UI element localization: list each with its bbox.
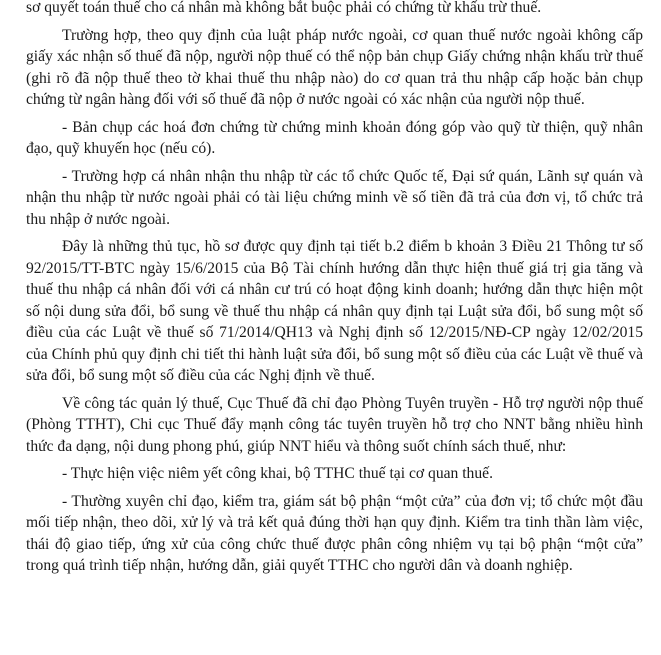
paragraph-legal-basis: Đây là những thủ tục, hồ sơ được quy định tại tiết b.2 điểm b khoản 3 Điều 21 Thông tư số 92/2015/TT-BTC ngày 15/6/2015 của Bộ Tài chính hướng dẫn thực hiện thuế giá trị gia tăng và thuế thu nhập cá nhân đối với cá nhân cư trú có hoạt động kinh doanh; hướng dẫn thực hiện một số nội dung sửa đổi, bổ sung về thuế thu nhập cá nhân quy định tại Luật sửa đổi, bổ sung một số điều của các Luật về thuế số 71/2014/QH13 và Nghị định số 12/2015/NĐ-CP ngày 12/02/2015 của Chính phủ quy định chi tiết thi hành luật sửa đổi, bổ sung một số điều của các Luật về thuế và sửa đổi, bổ sung một số điều của các Nghị định về thuế. xyxy=(26,238,643,384)
paragraph-tax-management: Về công tác quản lý thuế, Cục Thuế đã chỉ đạo Phòng Tuyên truyền - Hỗ trợ người nộp thuế (Phòng TTHT), Chi cục Thuế đẩy mạnh công tác tuyên truyền hỗ trợ cho NNT bằng nhiều hình thức đa dạng, nội dung phong phú, giúp NNT hiểu và thông suốt chính sách thuế, như: xyxy=(26,394,643,455)
paragraph-continuation: sơ quyết toán thuế cho cá nhân mà không bắt buộc phải có chứng từ khấu trừ thuế. xyxy=(26,0,542,16)
paragraph-charity-receipts: - Bản chụp các hoá đơn chứng từ chứng minh khoản đóng góp vào quỹ từ thiện, quỹ nhân đạo, quỹ khuyến học (nếu có). xyxy=(26,118,643,157)
paragraph-public-posting: - Thực hiện việc niêm yết công khai, bộ TTHC thuế tại cơ quan thuế. xyxy=(62,465,493,482)
paragraph-foreign-tax: Trường hợp, theo quy định của luật pháp nước ngoài, cơ quan thuế nước ngoài không cấp giấy xác nhận số thuế đã nộp, người nộp thuế có thể nộp bản chụp Giấy chứng nhận khấu trừ thuế (ghi rõ đã nộp thuế theo tờ khai thuế thu nhập nào) do cơ quan trả thu nhập cấp hoặc bản chụp chứng từ ngân hàng đối với số thuế đã nộp ở nước ngoài có xác nhận của người nộp thuế. xyxy=(26,26,643,108)
paragraph-international-income: - Trường hợp cá nhân nhận thu nhập từ các tổ chức Quốc tế, Đại sứ quán, Lãnh sự quán và nhận thu nhập từ nước ngoài phải có tài liệu chứng minh về số tiền đã trả của đơn vị, tổ chức trả thu nhập ở nước ngoài. xyxy=(26,167,643,228)
paragraph-one-stop-shop: - Thường xuyên chỉ đạo, kiểm tra, giám sát bộ phận “một cửa” của đơn vị; tổ chức một đầu mối tiếp nhận, theo dõi, xử lý và trả kết quả đúng thời hạn quy định. Kiểm tra tinh thần làm việc, thái độ giao tiếp, ứng xử của công chức thuế được phân công nhiệm vụ tại bộ phận “một cửa” trong quá trình tiếp nhận, hướng dẫn, giải quyết TTHC cho người dân và doanh nghiệp. xyxy=(26,492,643,574)
